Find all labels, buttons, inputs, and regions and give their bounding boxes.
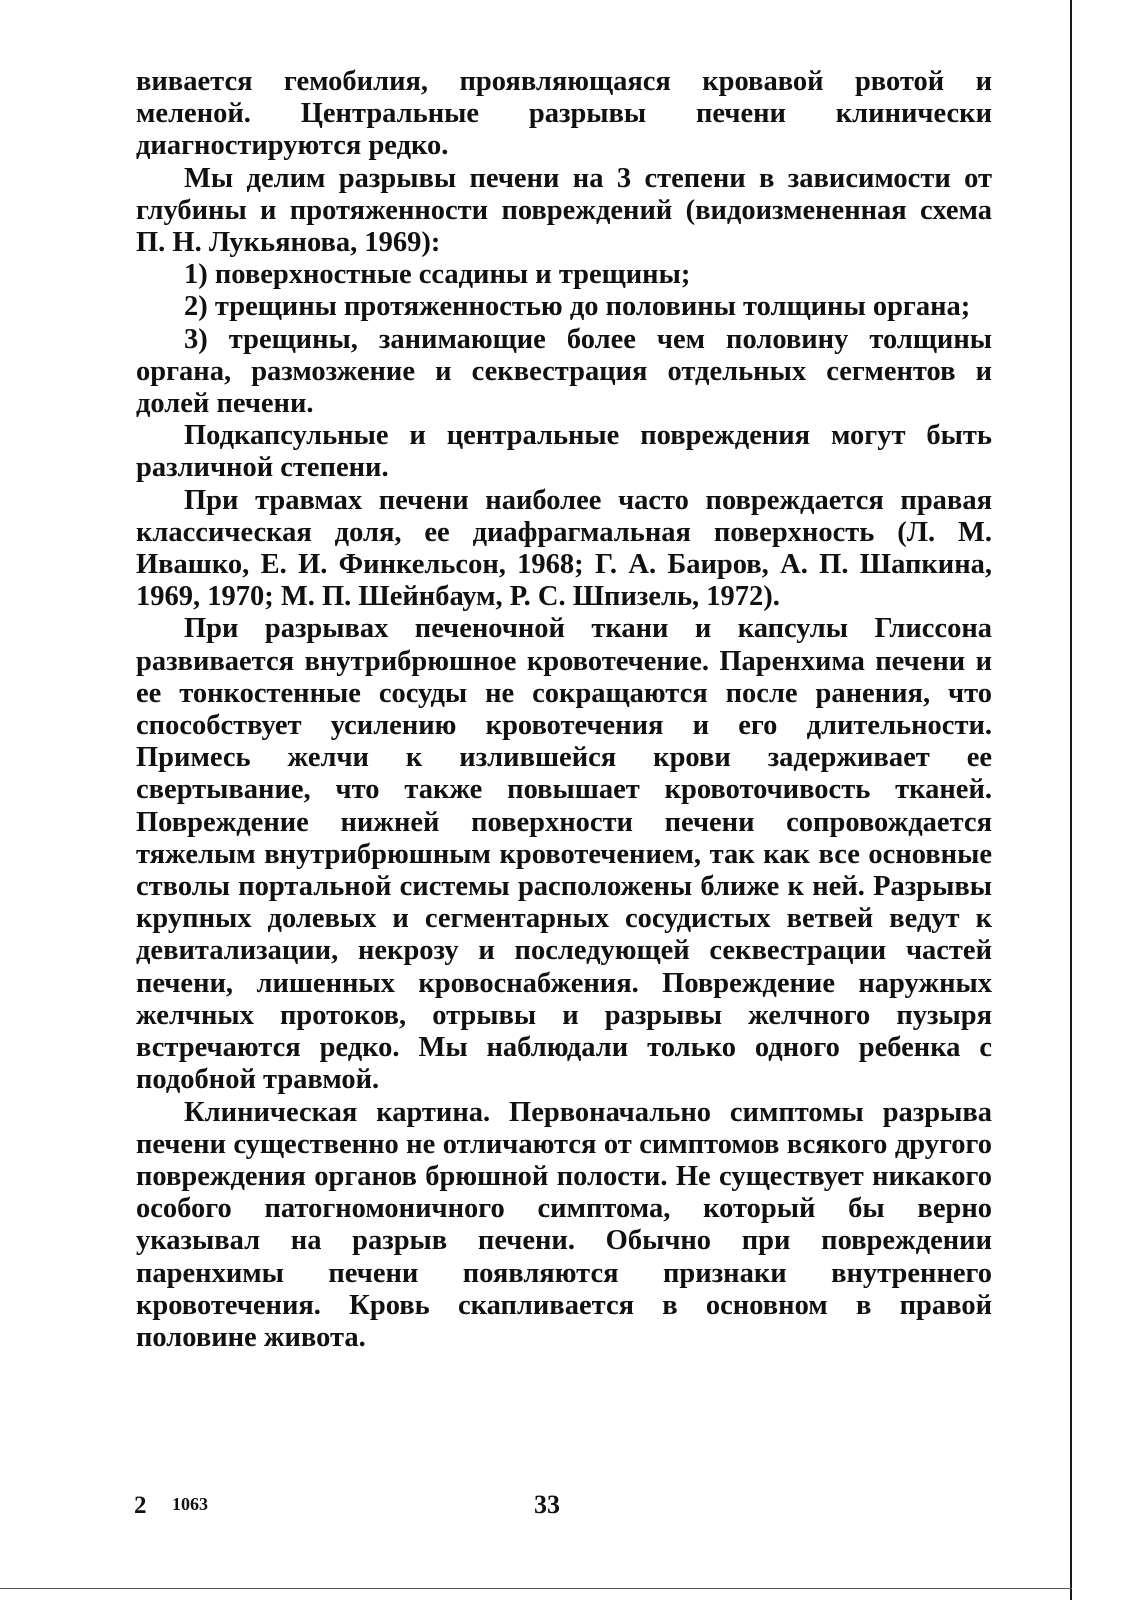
paragraph-classification: Мы делим разрывы печени на 3 степени в зависимости от глубины и протяженности повреждений (видоизмененная схема П. Н. Лукьянова, 1969): xyxy=(136,162,992,259)
list-item-degree-1: 1) поверхностные ссадины и трещины; xyxy=(184,259,691,291)
paragraph-subcapsular: Подкапсульные и центральные повреждения могут быть различной степени. xyxy=(136,420,992,484)
page-footer xyxy=(0,1490,1132,1530)
clinical-text: Первоначально симптомы разрыва печени существенно не отличаются от симптомов всякого другого повреждения органов брюшной полости. Не существует никакого особого патогномоничного симптома, который бы верно указывал на разрыв печени. Обычно при повреждении паренхимы печени появляются признаки внутреннего кровотечения. Кровь скапливается в основном в правой половине живота. xyxy=(136,1096,992,1353)
signature-number: 2 xyxy=(134,1492,147,1519)
list-item-degree-2: 2) трещины протяженностью до половины толщины органа; xyxy=(184,291,971,323)
clinical-heading: Клиническая картина. xyxy=(184,1096,491,1128)
paragraph-clinical-picture xyxy=(136,1097,992,1355)
page-number: 33 xyxy=(534,1490,560,1519)
signature-code: 1063 xyxy=(172,1494,208,1514)
paragraph-hemobilia: вивается гемобилия, проявляющаяся кровавой рвотой и меленой. Центральные разрывы печени клинически диагностируются редко. xyxy=(136,66,992,162)
page-edge-bottom xyxy=(0,1588,1072,1589)
paragraph-right-lobe: При травмах печени наиболее часто повреждается правая классическая доля, ее диафрагмальная поверхность (Л. М. Ивашко, Е. И. Финкельсон, 1968; Г. А. Баиров, А. П. Шапкина, 1969, 1970; М. П. Шейнбаум, Р. С. Шпизель, 1972). xyxy=(136,484,992,613)
page-edge-right xyxy=(1070,0,1072,1600)
paragraph-bleeding: При разрывах печеночной ткани и капсулы Глиссона развивается внутрибрюшное кровотечение. Паренхима печени и ее тонкостенные сосуды не сокращаются после ранения, что способствует усилению кровотечения и его длительности. Примесь желчи к излившейся крови задерживает ее свертывание, что также повышает кровоточивость тканей. Повреждение нижней поверхности печени сопровождается тяжелым внутрибрюшным кровотечением, так как все основные стволы портальной системы расположены ближе к ней. Разрывы крупных долевых и сегментарных сосудистых ветвей ведут к девитализации, некрозу и последующей секвестрации частей печени, лишенных кровоснабжения. Повреждение наружных желчных протоков, отрывы и разрывы желчного пузыря встречаются редко. Мы наблюдали только одного ребенка с подобной травмой. xyxy=(136,613,992,1096)
list-item-degree-3: 3) трещины, занимающие более чем половину толщины органа, размозжение и секвестрация отдельных сегментов и долей печени. xyxy=(136,323,992,420)
body-text xyxy=(136,66,992,1354)
